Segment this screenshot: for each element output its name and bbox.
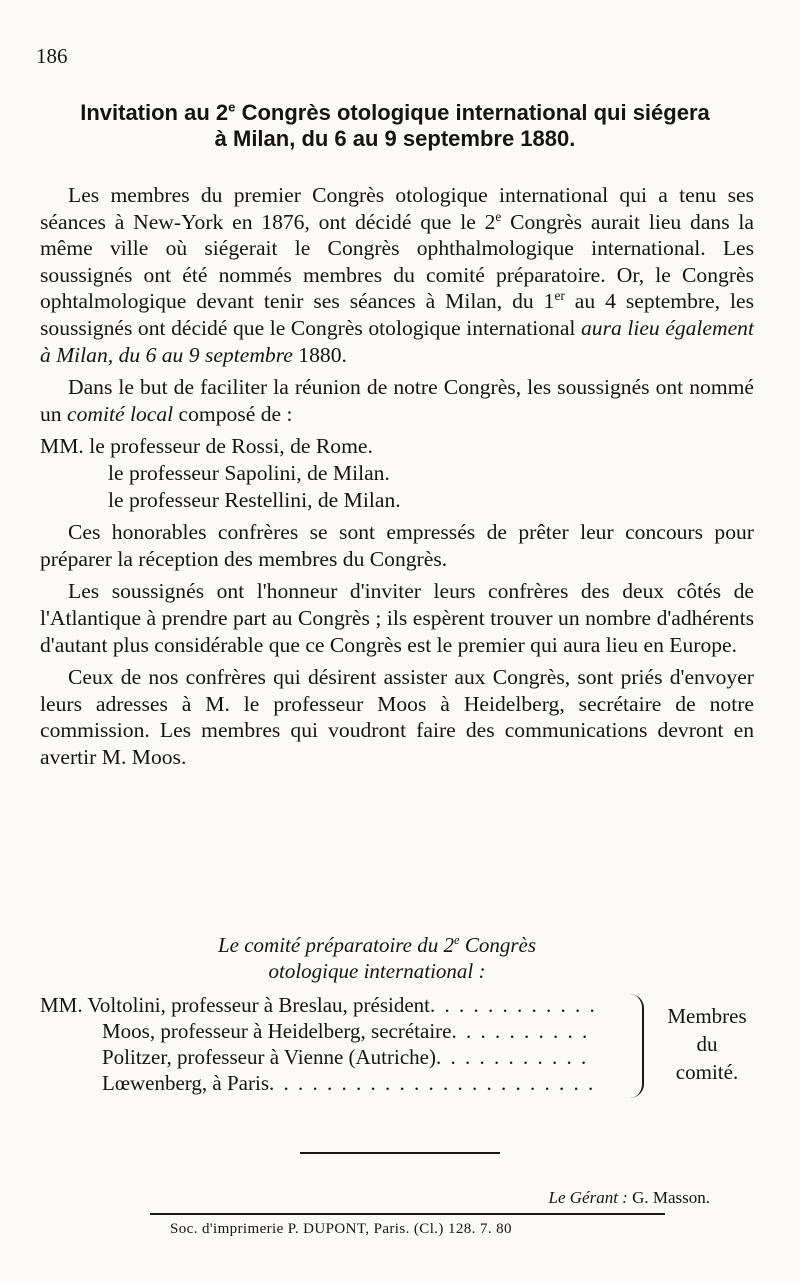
divider <box>150 1213 665 1215</box>
members-label: Membres du comité. <box>667 1004 747 1084</box>
member-row: MM. Voltolini, professeur à Breslau, président . . . <box>40 992 596 1018</box>
paragraph-3: Ces honorables confrères se sont empressés de prêter leur concours pour préparer la réception des membres du Congrès. <box>40 520 754 571</box>
paragraph-5: Ceux de nos confrères qui désirent assister aux Congrès, sont priés d'envoyer leurs adresses à M. le professeur Moos à Heidelberg, secrétaire de notre commission. Les membres qui voudront faire des communications devront en avertir M. Moos. <box>40 665 754 769</box>
paragraph-1: Les membres du premier Congrès otologique international qui a tenu ses séances à New-York en 1876, ont décidé que le 2e Congrès aurait lieu dans la même ville où siégerait le Congrès ophthalmologique international. Les soussignés ont été nommés membres du comité préparatoire. Or, le Congrès ophtalmologique devant tenir ses séances à Milan, du 1er au 4 septembre, les soussignés ont décidé que le Congrès otologique international aura lieu également à Milan, du 6 au 9 septembre 1880. <box>40 183 754 367</box>
divider <box>300 1152 500 1154</box>
member-row: Politzer, professeur à Vienne (Autriche) . . . <box>40 1044 596 1070</box>
page-number: 186 <box>36 44 68 68</box>
local-committee-item: le professeur Sapolini, de Milan. <box>108 460 390 485</box>
paragraph-4: Les soussignés ont l'honneur d'inviter leurs confrères des deux côtés de l'Atlantique à prendre part au Congrès ; ils espèrent trouver un nombre d'adhérents d'autant plus considérable que ce Congrès est le premier qui aura lieu en Europe. <box>40 579 754 657</box>
article-body <box>40 182 754 776</box>
members-list <box>40 992 754 1096</box>
title-line-2: à Milan, du 6 au 9 septembre 1880. <box>214 126 576 151</box>
signature-block <box>40 932 754 1096</box>
title-line-1: Invitation au 2e Congrès otologique international qui siégera <box>80 99 710 125</box>
gerant-line: Le Gérant : G. Masson. <box>548 1188 710 1207</box>
paragraph-2: Dans le but de faciliter la réunion de notre Congrès, les soussignés ont nommé un comité local composé de : <box>40 375 754 426</box>
member-row: Lœwenberg, à Paris . . . <box>40 1070 596 1096</box>
local-committee-item: le professeur Restellini, de Milan. <box>108 487 401 512</box>
local-committee-item: MM. le professeur de Rossi, de Rome. <box>40 434 373 459</box>
member-row: Moos, professeur à Heidelberg, secrétaire . . . <box>40 1018 596 1044</box>
article-title <box>30 100 760 152</box>
signature-heading-line-2: otologique international : <box>268 959 486 983</box>
brace <box>630 994 644 1098</box>
printer-imprint: Soc. d'imprimerie P. DUPONT, Paris. (Cl.) 128. 7. 80 <box>170 1221 512 1237</box>
signature-heading: Le comité préparatoire du 2e Congrès <box>217 933 537 957</box>
